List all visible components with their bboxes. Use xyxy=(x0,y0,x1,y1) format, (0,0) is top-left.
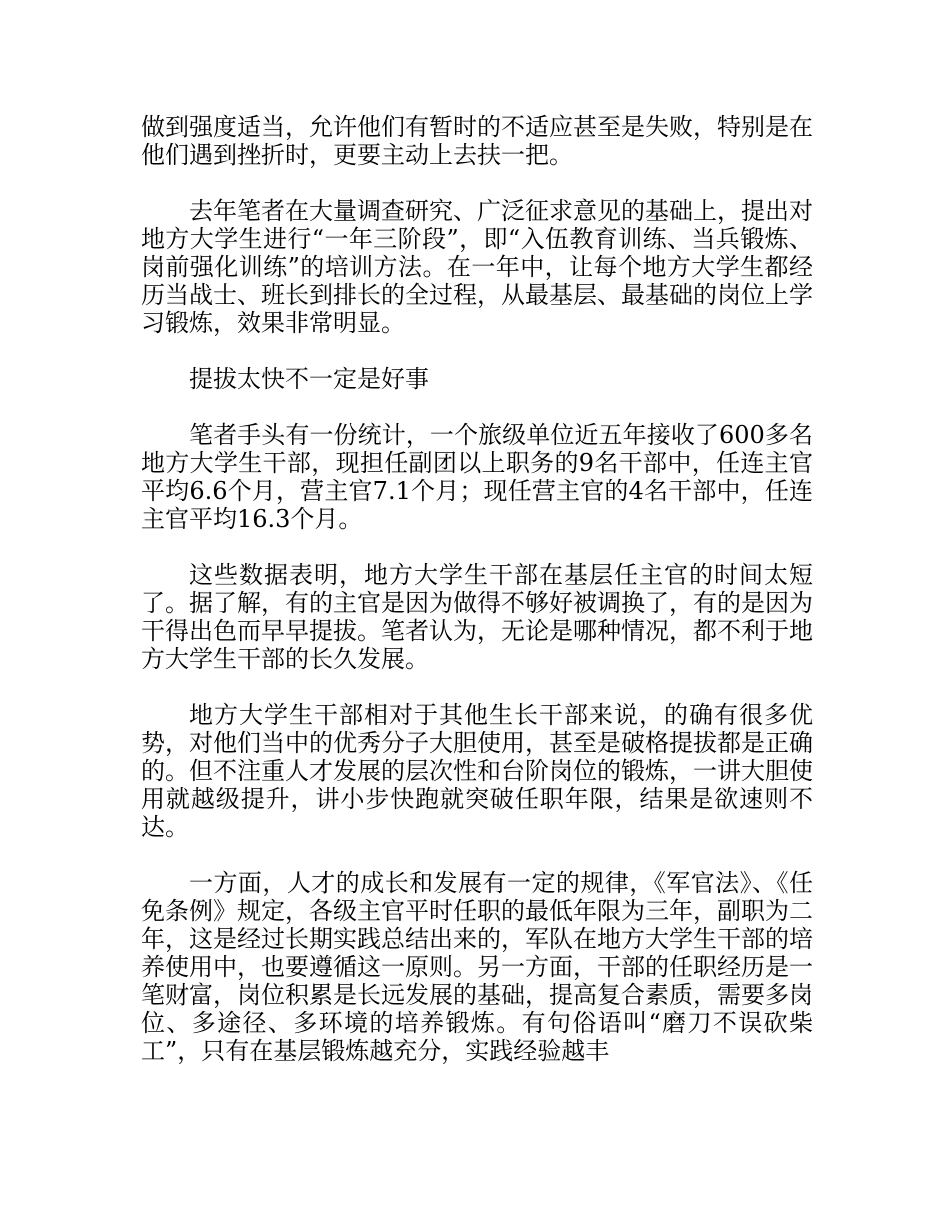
document-page xyxy=(141,113,813,1065)
section-heading: 提拔太快不一定是好事 xyxy=(189,365,429,393)
paragraph-7: 一方面，人才的成长和发展有一定的规律，《军官法》、《任免条例》规定，各级主官平时任职的最低年限为三年，副职为二年，这是经过长期实践总结出来的，军队在地方大学生干部的培养使用中，也要遵循这一原则。另一方面，干部的任职经历是一笔财富，岗位积累是长远发展的基础，提高复合素质，需要多岗位、多途径、多环境的培养锻炼。有句俗语叫“磨刀不误砍柴工”，只有在基层锻炼越充分，实践经验越丰 xyxy=(141,869,813,1065)
paragraph-5: 这些数据表明，地方大学生干部在基层任主官的时间太短了。据了解，有的主官是因为做得不够好被调换了，有的是因为干得出色而早早提拔。笔者认为，无论是哪种情况，都不利于地方大学生干部的长久发展。 xyxy=(141,561,813,673)
paragraph-6: 地方大学生干部相对于其他生长干部来说，的确有很多优势，对他们当中的优秀分子大胆使用，甚至是破格提拔都是正确的。但不注重人才发展的层次性和台阶岗位的锻炼，一讲大胆使用就越级提升，讲小步快跑就突破任职年限，结果是欲速则不达。 xyxy=(141,701,813,841)
paragraph-4: 笔者手头有一份统计，一个旅级单位近五年接收了600多名地方大学生干部，现担任副团以上职务的9名干部中，任连主官平均6.6个月，营主官7.1个月；现任营主官的4名干部中，任连主官平均16.3个月。 xyxy=(141,421,813,533)
paragraph-2: 去年笔者在大量调查研究、广泛征求意见的基础上，提出对地方大学生进行“一年三阶段”，即“入伍教育训练、当兵锻炼、岗前强化训练”的培训方法。在一年中，让每个地方大学生都经历当战士、班长到排长的全过程，从最基层、最基础的岗位上学习锻炼，效果非常明显。 xyxy=(141,197,813,337)
paragraph-1: 做到强度适当，允许他们有暂时的不适应甚至是失败，特别是在他们遇到挫折时，更要主动上去扶一把。 xyxy=(141,113,813,169)
